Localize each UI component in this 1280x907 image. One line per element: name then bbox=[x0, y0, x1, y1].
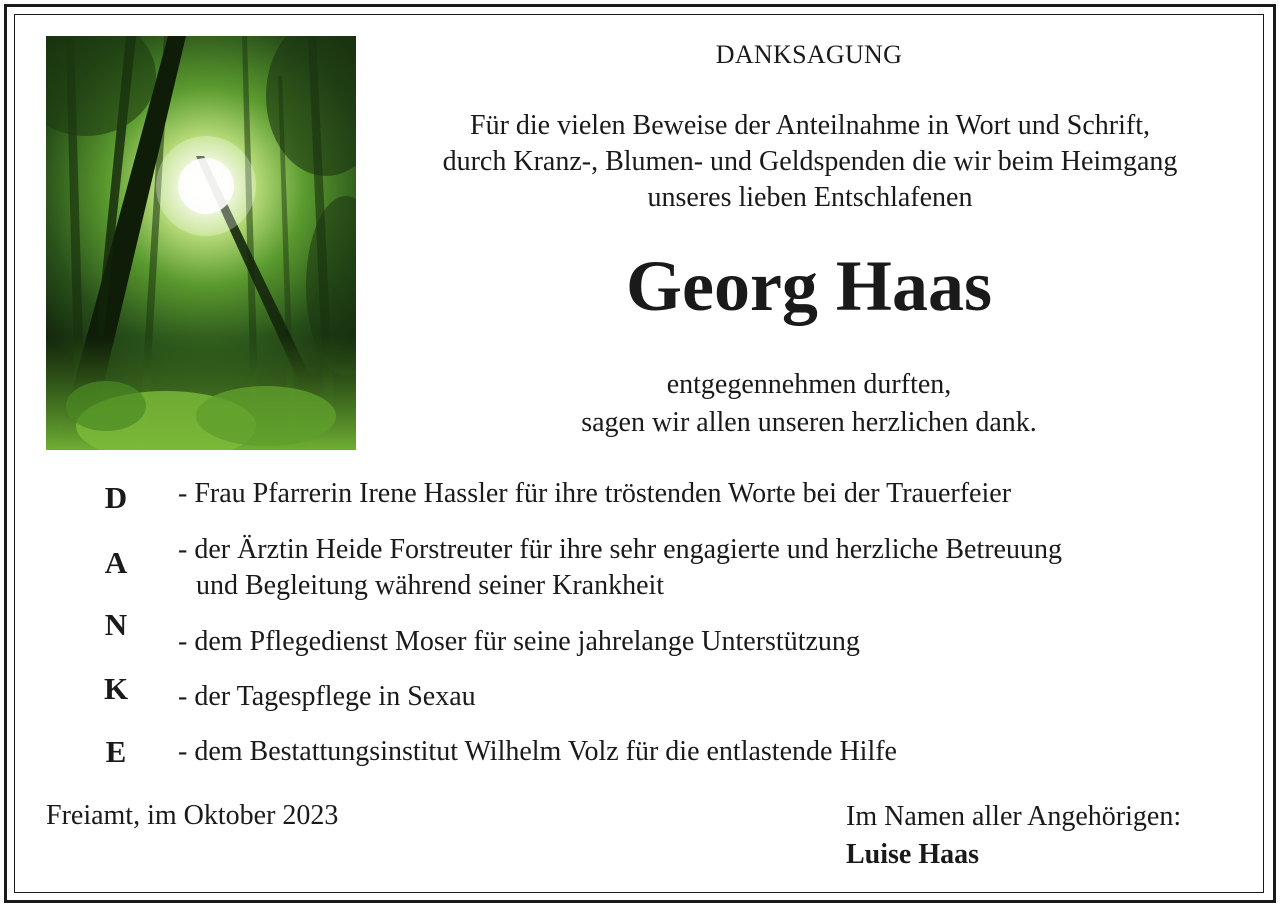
deceased-name: Georg Haas bbox=[626, 246, 992, 326]
intro-line: durch Kranz-, Blumen- und Geldspenden die wir beim Heimgang bbox=[442, 146, 1178, 177]
danke-letter-a: A bbox=[104, 545, 128, 580]
thanks-item-care-service: - dem Pflegedienst Moser für seine jahrelange Unterstützung bbox=[178, 626, 860, 657]
thanks-item-pastor: - Frau Pfarrerin Irene Hassler für ihre tröstenden Worte bei der Trauerfeier bbox=[178, 478, 1012, 509]
thanks-item-day-care: - der Tagespflege in Sexau bbox=[178, 681, 476, 712]
signoff-text: Im Namen aller Angehörigen: bbox=[846, 801, 1182, 832]
signer-name: Luise Haas bbox=[846, 839, 980, 870]
page-heading: DANKSAGUNG bbox=[715, 40, 903, 69]
signature-block bbox=[846, 798, 1181, 874]
danke-letter-e: E bbox=[105, 734, 127, 769]
thanks-item-doctor-continuation: und Begleitung während seiner Krankheit bbox=[196, 570, 665, 601]
outro-line: sagen wir allen unseren herzlichen dank. bbox=[581, 407, 1037, 438]
thanks-item-funeral-home: - dem Bestattungsinstitut Wilhelm Volz für die entlastende Hilfe bbox=[178, 736, 897, 767]
outro-paragraph bbox=[388, 366, 1230, 442]
intro-paragraph bbox=[380, 108, 1240, 216]
danke-letter-k: K bbox=[103, 671, 129, 706]
place-date: Freiamt, im Oktober 2023 bbox=[46, 800, 339, 831]
intro-line: Für die vielen Beweise der Anteilnahme in Wort und Schrift, bbox=[470, 110, 1150, 141]
intro-line: unseres lieben Entschlafenen bbox=[647, 182, 973, 213]
danke-letter-d: D bbox=[104, 480, 128, 515]
thanks-item-doctor: - der Ärztin Heide Forstreuter für ihre sehr engagierte und herzliche Betreuung bbox=[178, 534, 1062, 565]
forest-sunlight-photo bbox=[46, 36, 356, 450]
outro-line: entgegennehmen durften, bbox=[666, 369, 952, 400]
danke-letter-n: N bbox=[104, 607, 128, 642]
